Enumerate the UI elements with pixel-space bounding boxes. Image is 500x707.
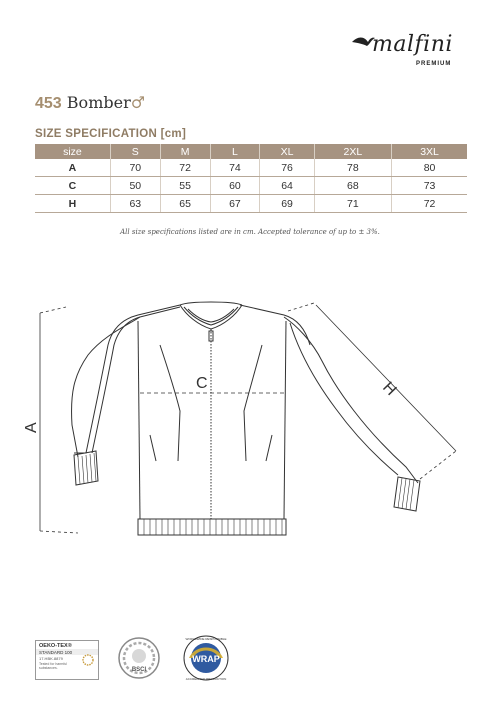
oeko-code: 17.HBK.8879 xyxy=(39,656,63,661)
certification-logos xyxy=(35,634,245,684)
table-cell: 76 xyxy=(260,159,314,177)
brand-logo xyxy=(350,28,470,76)
table-row xyxy=(35,195,467,213)
jacket-right-side xyxy=(284,321,286,519)
row-label: C xyxy=(35,177,110,195)
spec-heading: SIZE SPECIFICATION [cm] xyxy=(35,128,187,140)
right-pocket xyxy=(266,435,272,461)
table-cell: 55 xyxy=(160,177,210,195)
sleeve-line xyxy=(316,305,456,451)
table-cell: 71 xyxy=(314,195,391,213)
bsci-badge xyxy=(117,636,161,680)
table-cell: 73 xyxy=(392,177,467,195)
table-cell: 67 xyxy=(210,195,260,213)
table-cell: 63 xyxy=(110,195,160,213)
jacket-left-shoulder xyxy=(74,305,180,453)
row-label: H xyxy=(35,195,110,213)
table-cell: 78 xyxy=(314,159,391,177)
oeko-line2: substances. xyxy=(39,666,58,670)
oeko-tex-badge xyxy=(35,640,99,680)
size-header-cell: 2XL xyxy=(314,144,391,159)
label-c: C xyxy=(196,375,208,392)
table-cell: 50 xyxy=(110,177,160,195)
tolerance-note: All size specifications listed are in cm. Accepted tolerance of up to ± 3%. xyxy=(120,228,380,236)
brand-name: malfini xyxy=(372,32,453,57)
size-table xyxy=(35,144,467,213)
right-cuff xyxy=(394,477,420,511)
jacket-right-shoulder xyxy=(240,305,310,345)
size-header-cell: M xyxy=(160,144,210,159)
left-pocket xyxy=(150,435,156,461)
size-header-cell: size xyxy=(35,144,110,159)
oeko-title: OEKO-TEX® xyxy=(39,643,72,649)
table-cell: 68 xyxy=(314,177,391,195)
table-cell: 80 xyxy=(392,159,467,177)
wrap-ring-bottom: ACCREDITED PRODUCTION xyxy=(185,677,227,681)
jacket-left-side xyxy=(138,321,140,519)
gender-icon: ♂ xyxy=(130,93,146,112)
size-header-cell: L xyxy=(210,144,260,159)
table-cell: 69 xyxy=(260,195,314,213)
wrap-badge xyxy=(181,634,231,682)
size-header-cell: S xyxy=(110,144,160,159)
product-code: 453 xyxy=(35,95,62,112)
table-row xyxy=(35,159,467,177)
table-cell: 60 xyxy=(210,177,260,195)
wrap-label: WRAP xyxy=(192,654,220,664)
label-h: H xyxy=(379,378,400,400)
table-cell: 74 xyxy=(210,159,260,177)
jacket-diagram xyxy=(0,285,500,555)
table-cell: 72 xyxy=(392,195,467,213)
table-row xyxy=(35,177,467,195)
brand-tagline: PREMIUM xyxy=(416,61,452,67)
row-label: A xyxy=(35,159,110,177)
product-name: Bomber xyxy=(66,93,131,112)
size-header-cell: 3XL xyxy=(392,144,467,159)
table-cell: 64 xyxy=(260,177,314,195)
size-header-row xyxy=(35,144,467,159)
wrap-ring-top: WORLDWIDE RESPONSIBLE xyxy=(185,637,227,641)
table-cell: 65 xyxy=(160,195,210,213)
table-cell: 72 xyxy=(160,159,210,177)
size-header-cell: XL xyxy=(260,144,314,159)
bsci-label: BSCI xyxy=(131,667,147,673)
oeko-standard: STANDARD 100 xyxy=(36,649,98,655)
oeko-sun-icon xyxy=(81,653,95,667)
product-title xyxy=(35,93,145,113)
oeko-line1: Tested for harmful xyxy=(39,662,68,666)
label-a: A xyxy=(23,422,40,433)
table-cell: 70 xyxy=(110,159,160,177)
